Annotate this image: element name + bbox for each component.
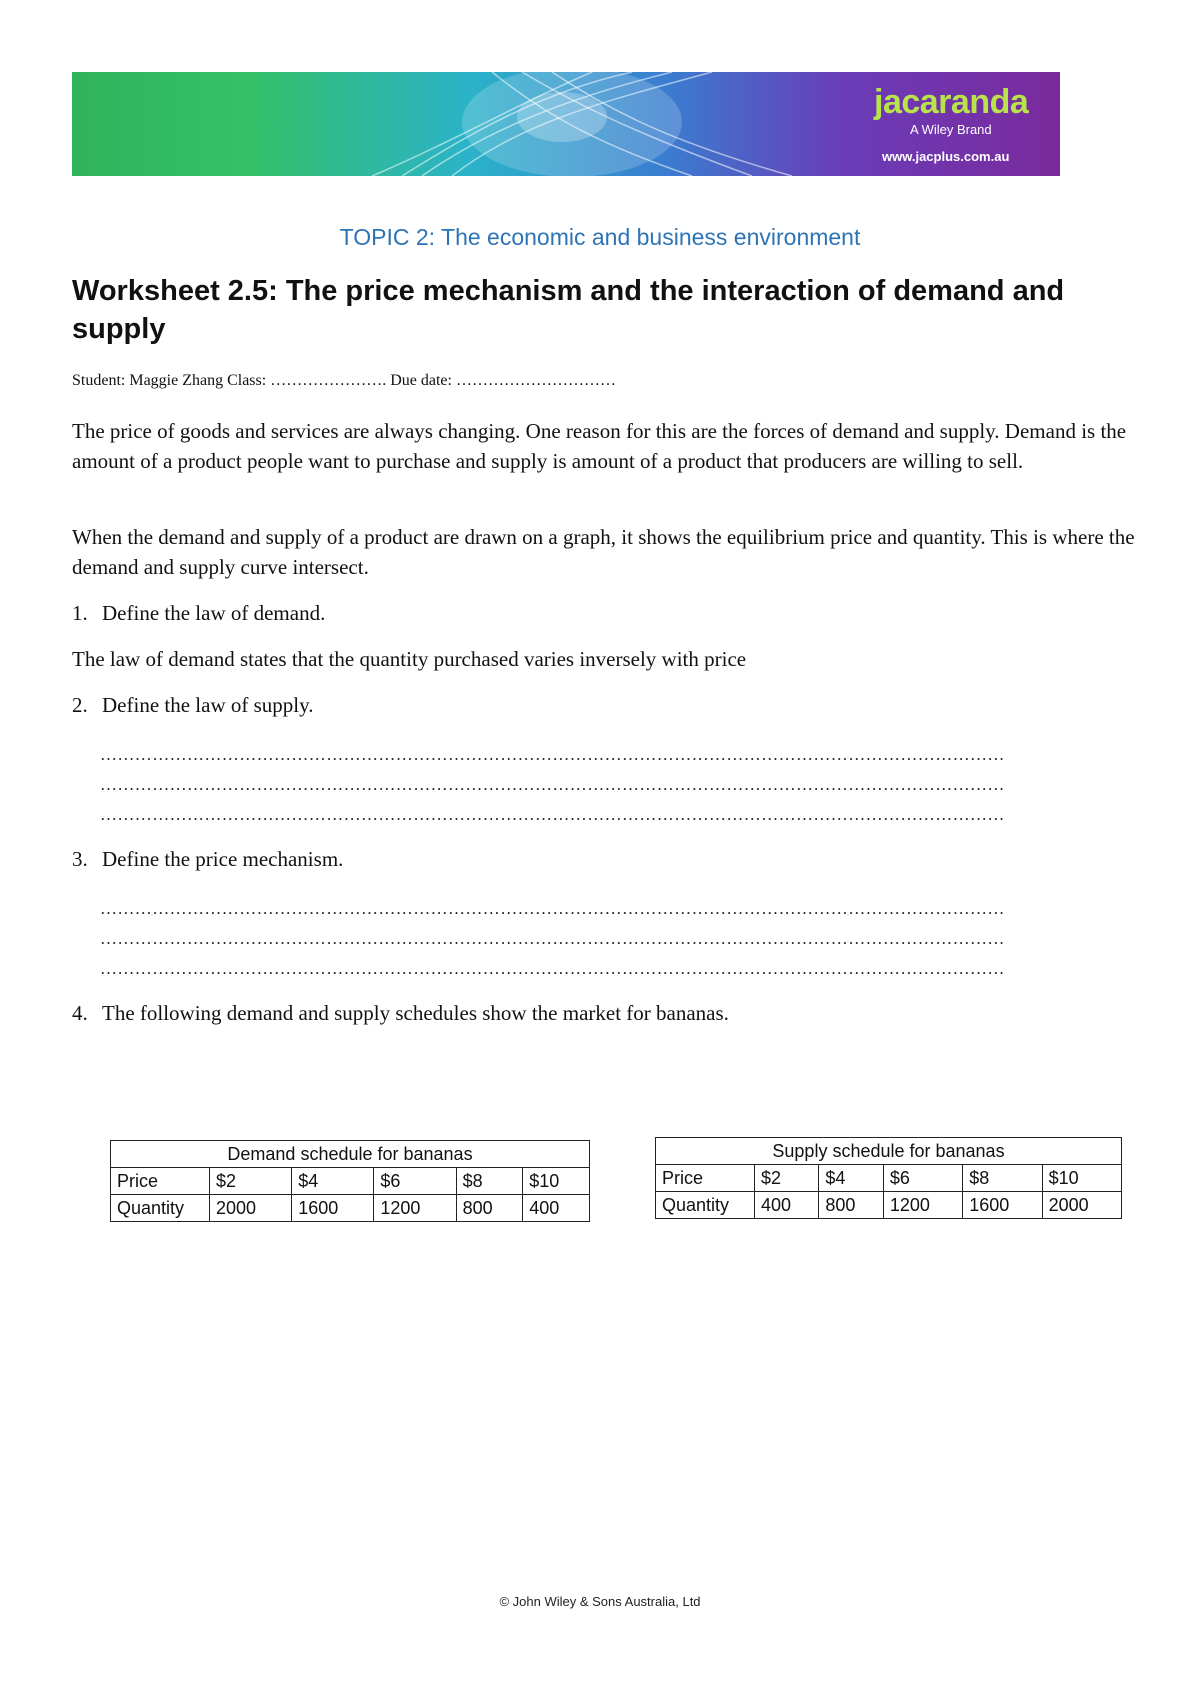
table-cell: 2000 bbox=[210, 1195, 292, 1222]
question-3 bbox=[72, 844, 343, 874]
question-number: 3. bbox=[72, 847, 88, 871]
row-label: Quantity bbox=[111, 1195, 210, 1222]
answer-1: The law of demand states that the quantity purchased varies inversely with price bbox=[72, 647, 747, 671]
table-cell: $4 bbox=[819, 1165, 883, 1192]
table-row-price bbox=[111, 1168, 590, 1195]
intro-paragraph-1: The price of goods and services are always changing. One reason for this are the forces of demand and supply. Demand is the amount of a product people want to purchase and supply is amount of a product that producers are willing to sell. bbox=[72, 419, 1127, 473]
table-cell: 400 bbox=[523, 1195, 590, 1222]
table-cell: 1200 bbox=[883, 1192, 962, 1219]
question-2 bbox=[72, 690, 314, 720]
table-caption: Supply schedule for bananas bbox=[656, 1138, 1122, 1165]
demand-schedule-table bbox=[110, 1140, 590, 1222]
topic-heading: TOPIC 2: The economic and business environment bbox=[339, 224, 861, 250]
table-caption: Demand schedule for bananas bbox=[111, 1141, 590, 1168]
row-label: Quantity bbox=[656, 1192, 755, 1219]
table-cell: 1200 bbox=[374, 1195, 456, 1222]
header-banner bbox=[72, 72, 1060, 176]
worksheet-title: Worksheet 2.5: The price mechanism and the interaction of demand and supply bbox=[72, 275, 1065, 345]
question-number: 1. bbox=[72, 601, 88, 625]
answer-line: ………………………………………………………………………………………………………………………………………… bbox=[100, 805, 1005, 824]
table-cell: $10 bbox=[1042, 1165, 1121, 1192]
question-text: The following demand and supply schedules show the market for bananas. bbox=[102, 1001, 729, 1025]
table-cell: 1600 bbox=[963, 1192, 1042, 1219]
question-1 bbox=[72, 598, 325, 628]
question-text: Define the law of supply. bbox=[102, 693, 314, 717]
question-number: 4. bbox=[72, 1001, 88, 1025]
copyright-footer: © John Wiley & Sons Australia, Ltd bbox=[499, 1594, 701, 1609]
answer-line: ………………………………………………………………………………………………………………………………………… bbox=[100, 745, 1005, 764]
student-info-line: Student: Maggie Zhang Class: …………………. Due date: ………………………… bbox=[72, 372, 616, 389]
answer-line: ………………………………………………………………………………………………………………………………………… bbox=[100, 899, 1005, 918]
brand-logo-text: jacaranda bbox=[874, 83, 1029, 121]
table-row-price bbox=[656, 1165, 1122, 1192]
table-cell: 800 bbox=[456, 1195, 523, 1222]
table-cell: $4 bbox=[292, 1168, 374, 1195]
table-cell: $10 bbox=[523, 1168, 590, 1195]
table-cell: 400 bbox=[755, 1192, 819, 1219]
table-cell: $8 bbox=[456, 1168, 523, 1195]
intro-paragraph-2: When the demand and supply of a product are drawn on a graph, it shows the equilibrium price and quantity. This is where the demand and supply curve intersect. bbox=[72, 525, 1135, 579]
question-text: Define the price mechanism. bbox=[102, 847, 344, 871]
brand-tagline: A Wiley Brand bbox=[910, 122, 992, 137]
brand-url: www.jacplus.com.au bbox=[882, 149, 1010, 164]
row-label: Price bbox=[656, 1165, 755, 1192]
table-row-quantity bbox=[111, 1195, 590, 1222]
table-cell: $2 bbox=[755, 1165, 819, 1192]
table-cell: $6 bbox=[883, 1165, 962, 1192]
question-number: 2. bbox=[72, 693, 88, 717]
question-4 bbox=[72, 998, 729, 1028]
brand-block bbox=[874, 84, 1044, 164]
table-cell: 800 bbox=[819, 1192, 883, 1219]
table-row-quantity bbox=[656, 1192, 1122, 1219]
table-cell: 2000 bbox=[1042, 1192, 1121, 1219]
answer-line: ………………………………………………………………………………………………………………………………………… bbox=[100, 775, 1005, 794]
table-cell: 1600 bbox=[292, 1195, 374, 1222]
table-cell: $2 bbox=[210, 1168, 292, 1195]
row-label: Price bbox=[111, 1168, 210, 1195]
answer-line: ………………………………………………………………………………………………………………………………………… bbox=[100, 959, 1005, 978]
table-cell: $8 bbox=[963, 1165, 1042, 1192]
question-text: Define the law of demand. bbox=[102, 601, 326, 625]
answer-line: ………………………………………………………………………………………………………………………………………… bbox=[100, 929, 1005, 948]
table-cell: $6 bbox=[374, 1168, 456, 1195]
supply-schedule-table bbox=[655, 1137, 1122, 1219]
